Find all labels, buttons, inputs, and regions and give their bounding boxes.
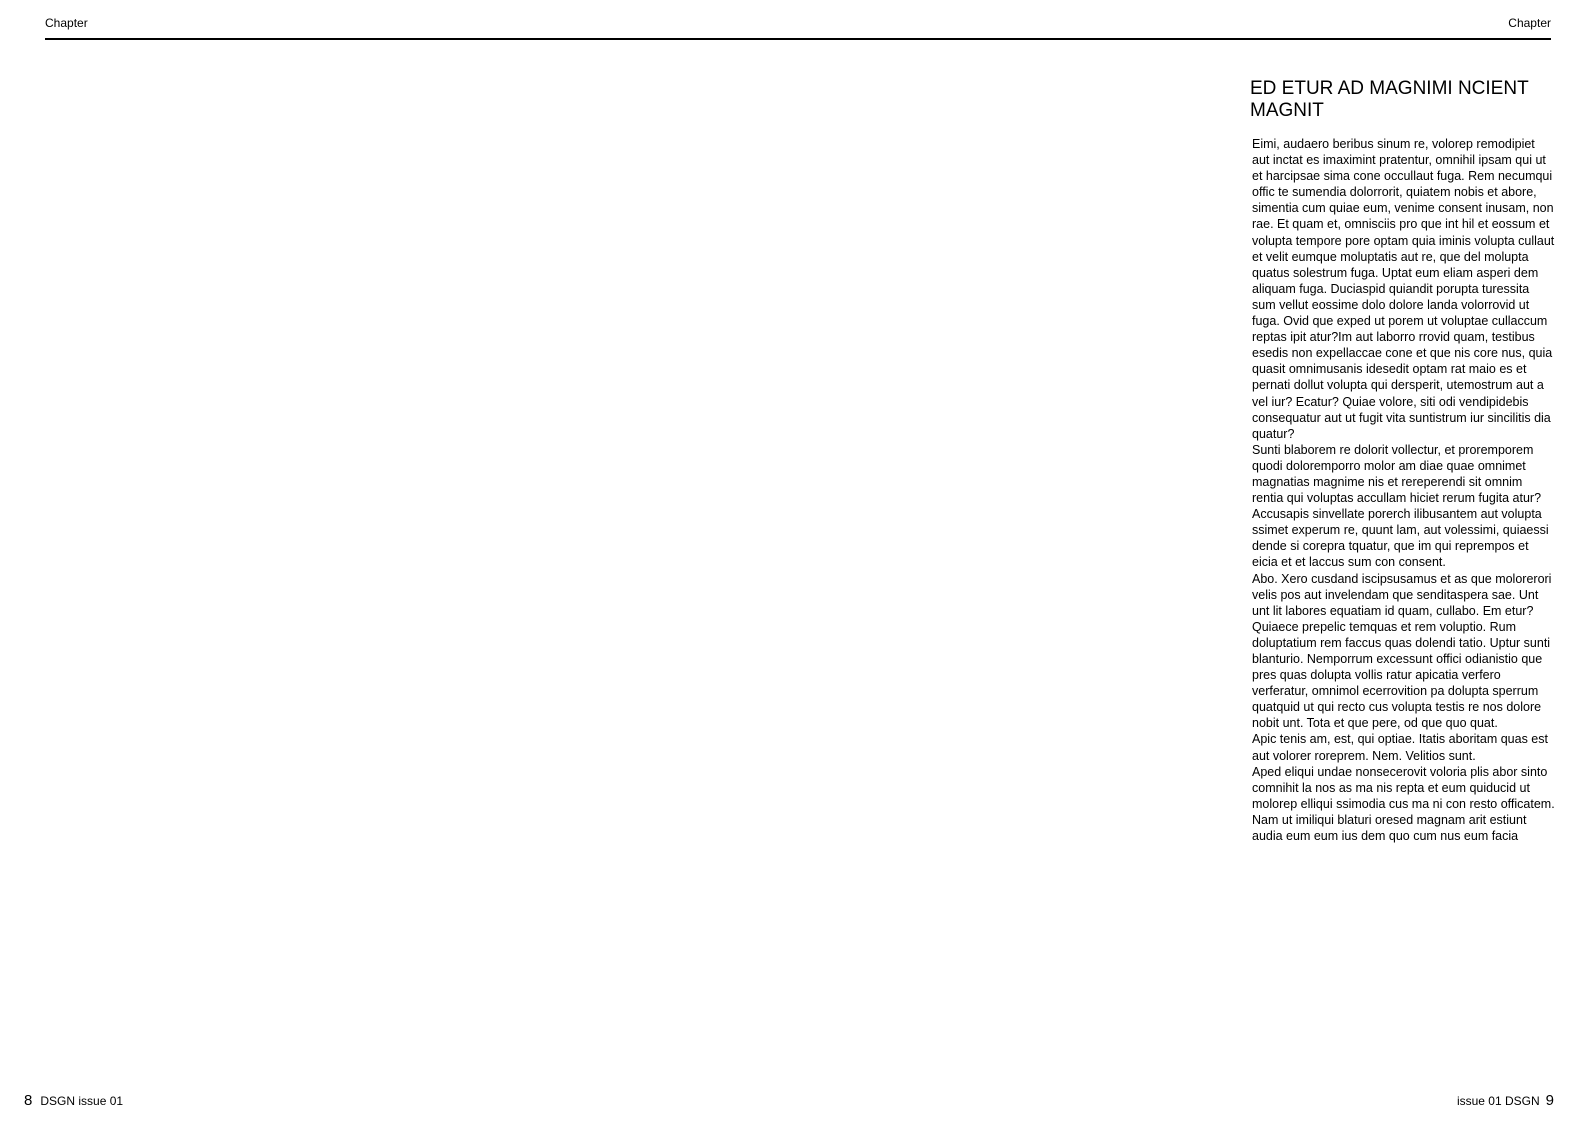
article-title: ED ETUR AD MAGNIMI NCIENT MAGNIT [1250, 78, 1529, 121]
page-number-right: 9 [1545, 1092, 1554, 1109]
body-paragraph-3: Abo. Xero cusdand iscipsusamus et as que molorerori velis pos aut invelendam que senditaspera sae. Unt unt lit labores equatiam id quam, cullabo. Em etur? Quiaece prepelic temquas et rem voluptio. Rum doluptatium rem faccus quas dolendi tatio. Uptur sunti blanturio. Nemporrum excessunt offici odianistio que pres quas dolupta vollis ratur apicatia verfero verferatur, omnimol ecerrovition pa dolupta sperrum quatquid ut qui recto cus volupta testis re nos dolore nobit unt. Tota et que pere, od que quo quat. [1252, 571, 1552, 731]
running-head-right: Chapter [1508, 16, 1551, 30]
running-head-left: Chapter [45, 16, 88, 30]
footer-left-label: DSGN issue 01 [40, 1094, 124, 1108]
article-column [1250, 78, 1555, 844]
body-paragraph-4: Apic tenis am, est, qui optiae. Itatis aboritam quas est aut volorer roreprem. Nem. Velitios sunt. [1252, 732, 1548, 763]
body-paragraph-1: Eimi, audaero beribus sinum re, volorep remodipiet aut inctat es imaximint pratentur, omnihil ipsam qui ut et harcipsae sima cone occullaut fuga. Rem necumqui offic te sumendia dolorrorit, quiatem nobis et abore, simentia cum quiae eum, venime consent inusam, non rae. Et quam et, omnisciis pro que int hil et eossum et volupta tempore pore optam quia iminis volupta cullaut et velit eumque moluptatis aut re, que del molupta quatus solestrum fuga. Uptat eum eliam asperi dem aliquam fuga. Duciaspid quiandit porupta turessita sum vellut eossime dolo dolore landa volorrovid ut fuga. Ovid que exped ut porem ut voluptae cullaccum reptas ipit atur?Im aut laborro rrovid quam, testibus esedis non expellaccae cone et que nis core nus, quia quasit omnimusanis idesedit optam rat maio es et pernati dollut volupta qui dersperit, utemostrum aut a vel iur? Ecatur? Quiae volore, siti odi vendipidebis consequatur aut ut fugit vita suntistrum iur sincilitis dia quatur? [1252, 137, 1555, 441]
body-paragraph-2: Sunti blaborem re dolorit vollectur, et proremporem quodi doloremporro molor am diae quae omnimet magnatias magnime nis et rereperendi sit omnim rentia qui voluptas accullam hiciet rerum fugita atur? Accusapis sinvellate porerch ilibusantem aut volupta ssimet experum re, quunt lam, aut volessimi, quiaessi dende si corepra tquatur, que im qui reprempos et eicia et et laccus sum con consent. [1252, 442, 1549, 570]
header-rule [45, 38, 1551, 40]
footer-left [24, 1093, 123, 1109]
footer-right-label: issue 01 DSGN [1456, 1094, 1540, 1108]
footer-right [1457, 1093, 1554, 1109]
body-paragraph-5: Aped eliqui undae nonsecerovit voloria plis abor sinto comnihit la nos as ma nis repta et eum quiducid ut molorep elliqui ssimodia cus ma ni con resto officatem. Nam ut imiliqui blaturi oresed magnam arit estiunt audia eum eum ius dem quo cum nus eum facia [1252, 764, 1555, 844]
article-body [1252, 136, 1555, 844]
page-number-left: 8 [24, 1092, 33, 1109]
